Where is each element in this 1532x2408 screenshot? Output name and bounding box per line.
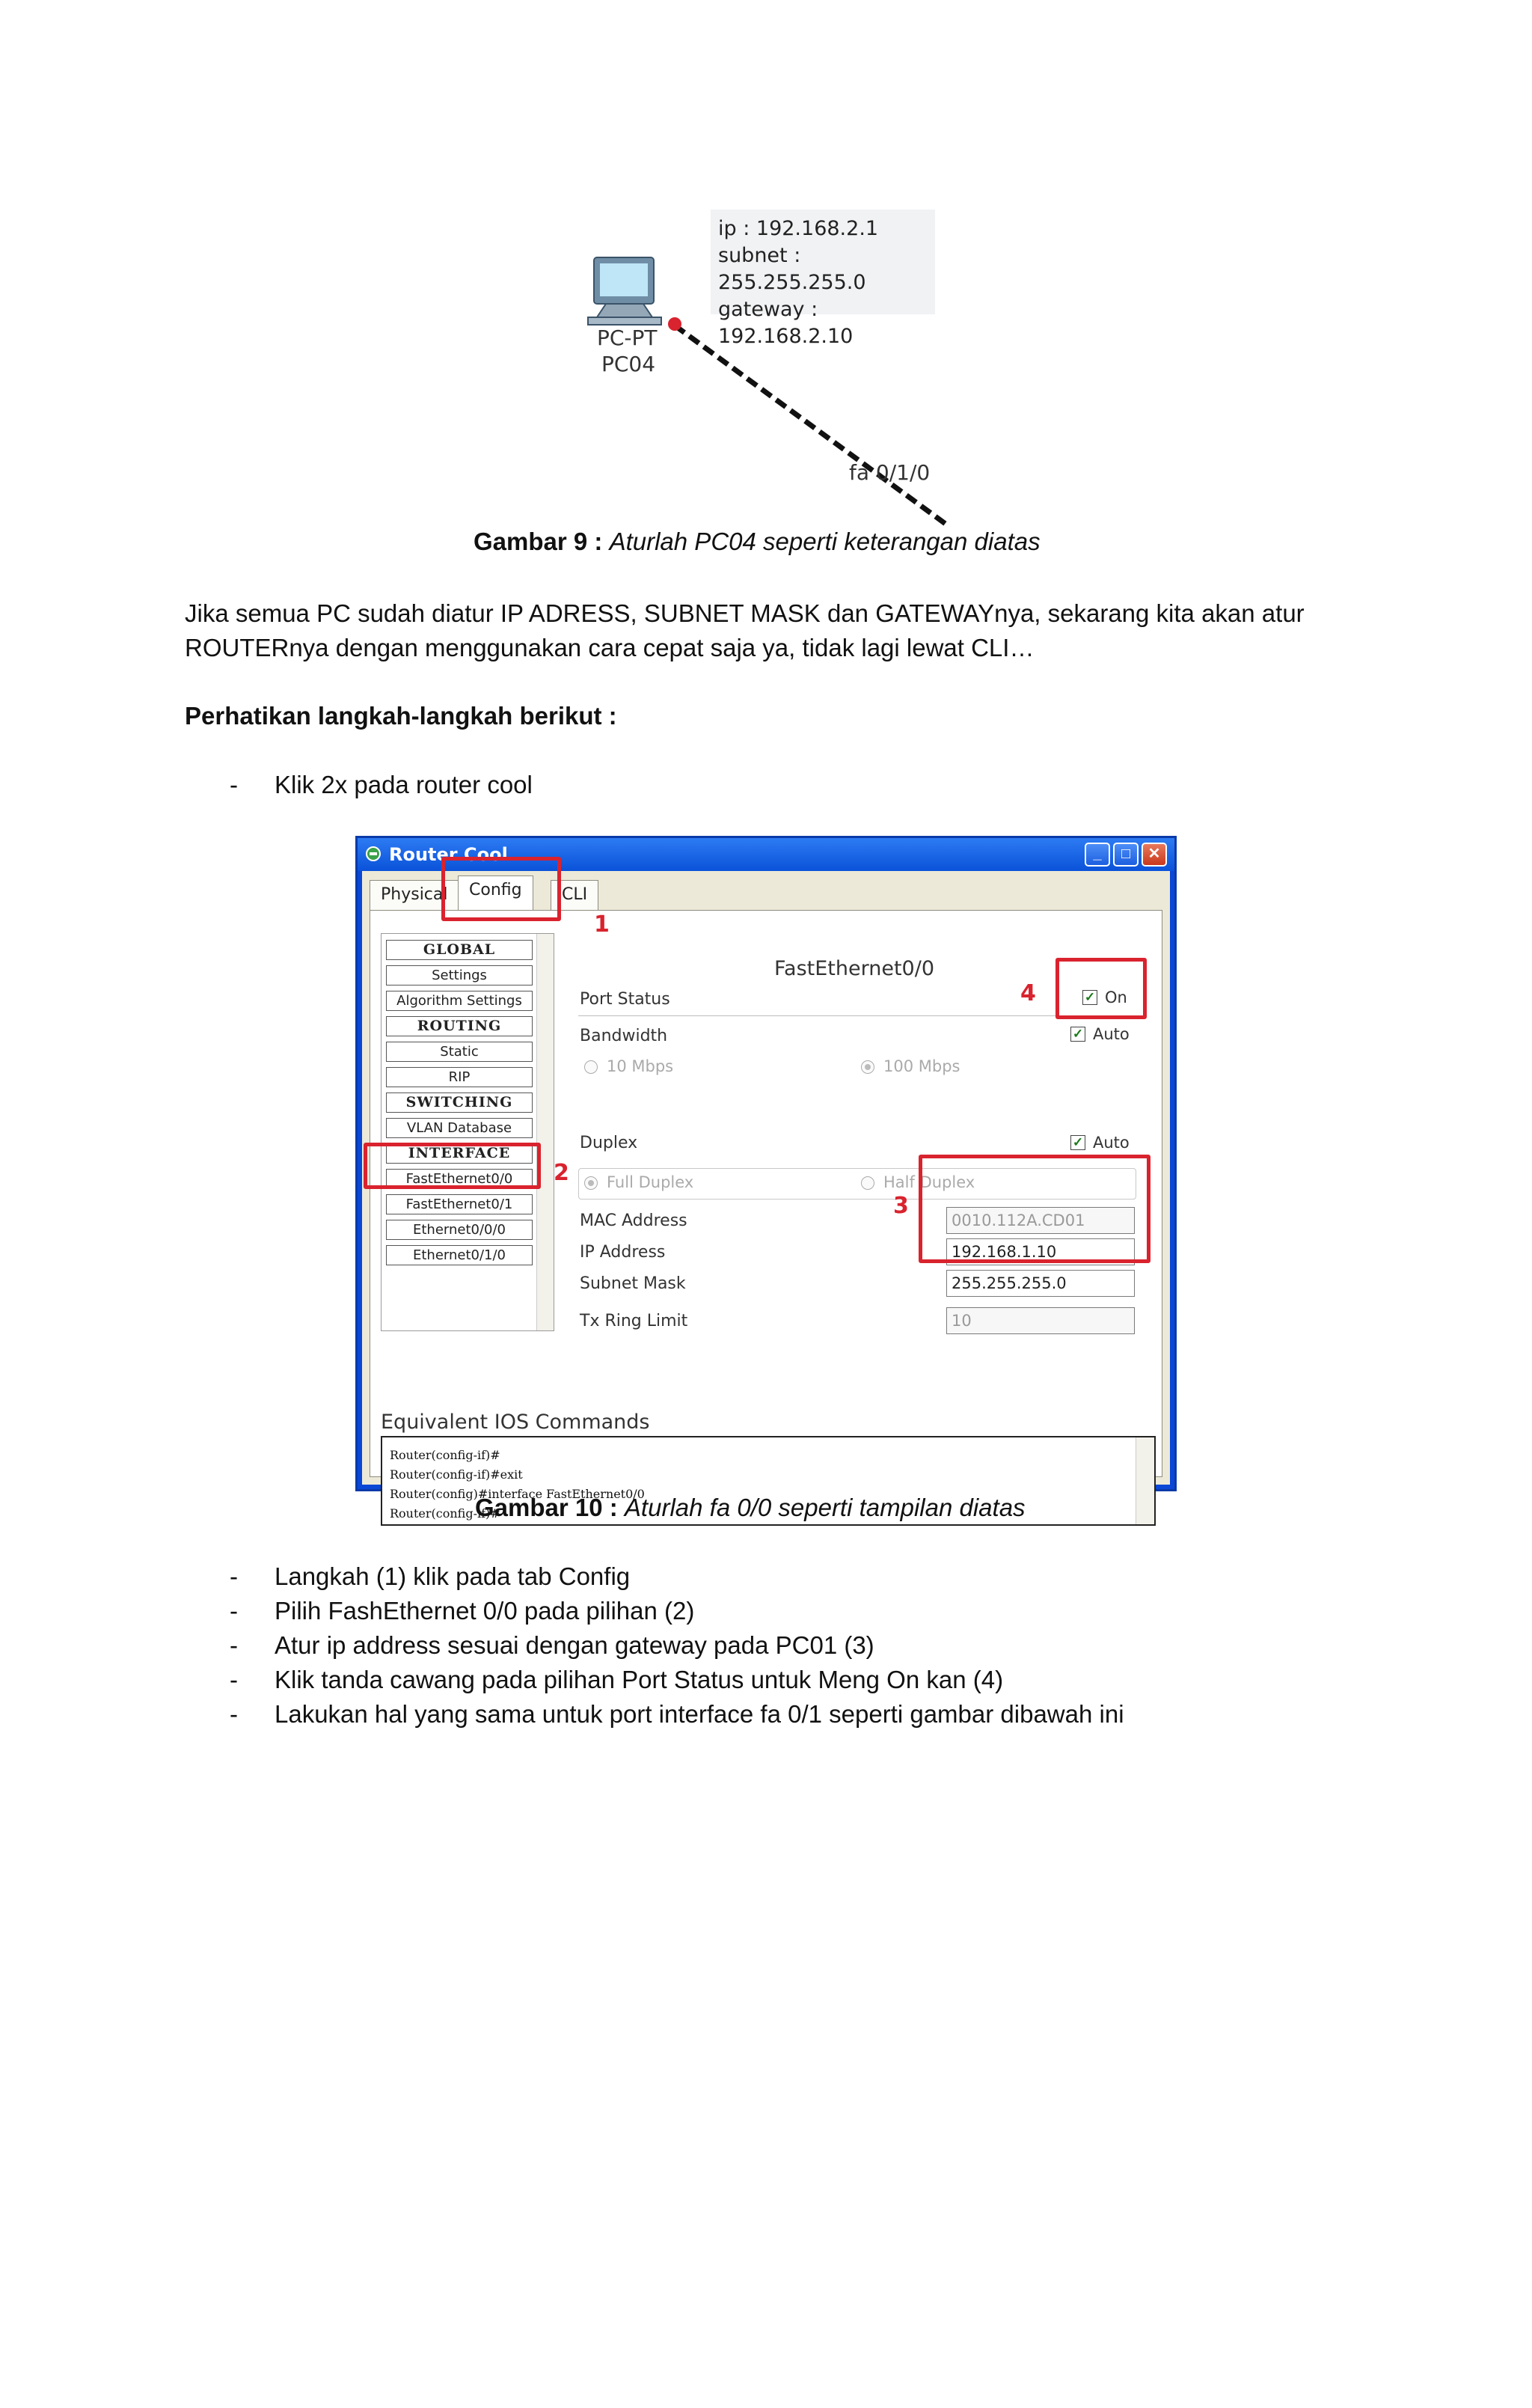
figure10-caption-italic: Aturlah fa 0/0 seperti tampilan diatas <box>624 1494 1026 1521</box>
window-title: Router Cool <box>389 844 508 865</box>
half-duplex-label: Half Duplex <box>883 1173 975 1191</box>
port-label: fa 0/1/0 <box>849 460 931 485</box>
bullet-dash: - <box>230 771 238 798</box>
step-text: Pilih FashEthernet 0/0 pada pilihan (2) <box>275 1597 695 1625</box>
info-gateway: gateway : 192.168.2.10 <box>718 298 854 348</box>
subnet-mask-label: Subnet Mask <box>580 1274 686 1293</box>
ios-line: Router(config-if)# <box>390 1448 500 1462</box>
intro-paragraph: Jika semua PC sudah diatur IP ADRESS, SUBNET MASK dan GATEWAYnya, sekarang kita akan atur ROUTERnya dengan menggunakan cara cepat saja ya, tidak lagi lewat CLI… <box>185 599 1305 661</box>
bullet-dash: - <box>230 1631 238 1659</box>
bw-10-radio[interactable] <box>584 1060 598 1074</box>
annotation-box-port-status <box>1055 958 1147 1019</box>
sidebar-item-algorithm-settings[interactable]: Algorithm Settings <box>386 991 533 1011</box>
maximize-button[interactable] <box>1113 843 1139 867</box>
ios-line: Router(config)#interface FastEthernet0/0 <box>390 1487 645 1501</box>
figure9-caption-bold: Gambar 9 : <box>474 528 603 555</box>
sidebar-item-fastethernet0-0[interactable]: FastEthernet0/0 <box>386 1169 533 1189</box>
annotation-number-2: 2 <box>554 1160 569 1186</box>
sidebar-item-fastethernet0-1[interactable]: FastEthernet0/1 <box>386 1194 533 1214</box>
subnet-mask-field[interactable]: 255.255.255.0 <box>946 1270 1135 1297</box>
sidebar-item-rip[interactable]: RIP <box>386 1067 533 1087</box>
mac-address-label: MAC Address <box>580 1211 687 1230</box>
sidebar-item-ethernet0-1-0[interactable]: Ethernet0/1/0 <box>386 1245 533 1265</box>
port-status-on-label: On <box>1105 988 1127 1006</box>
duplex-auto-label: Auto <box>1093 1134 1130 1152</box>
annotation-number-3: 3 <box>893 1193 909 1219</box>
step-text: Atur ip address sesuai dengan gateway pada PC01 (3) <box>275 1631 874 1659</box>
sidebar-item-settings[interactable]: Settings <box>386 965 533 985</box>
minimize-icon: _ <box>1093 846 1102 862</box>
maximize-icon: □ <box>1121 846 1131 862</box>
annotation-box-config-tab <box>441 857 561 921</box>
config-sidebar <box>381 933 554 1331</box>
separator <box>578 1015 1135 1016</box>
sidebar-header-interface: INTERFACE <box>386 1143 533 1164</box>
sidebar-header-switching: SWITCHING <box>386 1093 533 1113</box>
bullet-dash: - <box>230 1562 238 1590</box>
app-icon <box>365 846 382 862</box>
figure9-caption-italic: Aturlah PC04 seperti keterangan diatas <box>609 528 1041 555</box>
tab-physical[interactable]: Physical <box>370 880 459 910</box>
network-diagram <box>569 206 958 528</box>
tab-cli[interactable]: CLI <box>551 880 598 910</box>
first-step-text: Klik 2x pada router cool <box>275 771 533 798</box>
ip-address-label: IP Address <box>580 1243 666 1262</box>
annotation-number-4: 4 <box>1020 980 1036 1006</box>
port-status-label: Port Status <box>580 990 670 1009</box>
ios-line: Router(config-if)# <box>390 1506 500 1521</box>
port-status-checkbox[interactable]: ✓ <box>1082 990 1097 1005</box>
figure9-caption <box>474 528 1041 556</box>
mac-address-field[interactable]: 0010.112A.CD01 <box>946 1207 1135 1234</box>
info-ip: ip : 192.168.2.1 <box>718 217 879 240</box>
step-text: Langkah (1) klik pada tab Config <box>275 1562 631 1590</box>
bw-100-radio[interactable] <box>861 1060 874 1074</box>
sidebar-item-ethernet0-0-0[interactable]: Ethernet0/0/0 <box>386 1220 533 1240</box>
full-duplex-label: Full Duplex <box>607 1173 694 1191</box>
pc-name-label: PC04 <box>601 352 656 376</box>
interface-title: FastEthernet0/0 <box>774 957 935 980</box>
close-icon: ✕ <box>1148 846 1161 862</box>
sidebar-item-static[interactable]: Static <box>386 1042 533 1062</box>
bw-10-label: 10 Mbps <box>607 1057 674 1075</box>
duplex-label: Duplex <box>580 1134 638 1152</box>
steps-heading: Perhatikan langkah-langkah berikut : <box>185 702 617 730</box>
ios-scrollbar[interactable] <box>1136 1437 1154 1524</box>
ios-line: Router(config-if)#exit <box>390 1467 523 1482</box>
minimize-button[interactable] <box>1085 843 1110 867</box>
bullet-dash: - <box>230 1597 238 1625</box>
duplex-auto-checkbox[interactable]: ✓ <box>1070 1135 1085 1150</box>
figure10-caption <box>475 1494 1026 1522</box>
tx-ring-limit-label: Tx Ring Limit <box>580 1312 688 1330</box>
tx-ring-limit-field[interactable]: 10 <box>946 1307 1135 1334</box>
half-duplex-radio[interactable] <box>861 1176 874 1190</box>
bandwidth-auto-checkbox[interactable]: ✓ <box>1070 1027 1085 1042</box>
sidebar-scrollbar[interactable] <box>536 934 554 1330</box>
bw-100-label: 100 Mbps <box>883 1057 960 1075</box>
figure10-caption-bold: Gambar 10 : <box>475 1494 618 1521</box>
bullet-dash: - <box>230 1666 238 1693</box>
sidebar-header-routing: ROUTING <box>386 1016 533 1036</box>
step-text: Lakukan hal yang sama untuk port interface fa 0/1 seperti gambar dibawah ini <box>275 1700 1124 1728</box>
bandwidth-auto-label: Auto <box>1093 1025 1130 1043</box>
annotation-box-interface <box>364 1143 541 1189</box>
annotation-number-1: 1 <box>594 911 610 938</box>
tab-config[interactable]: Config <box>458 876 533 911</box>
bandwidth-label: Bandwidth <box>580 1027 668 1045</box>
sidebar-item-vlan-database[interactable]: VLAN Database <box>386 1118 533 1138</box>
info-subnet: subnet : 255.255.255.0 <box>718 244 866 294</box>
annotation-box-ip-fields <box>919 1155 1150 1263</box>
bullet-dash: - <box>230 1700 238 1728</box>
sidebar-header-global: GLOBAL <box>386 940 533 960</box>
full-duplex-radio[interactable] <box>584 1176 598 1190</box>
pc-type-label: PC-PT <box>597 326 658 350</box>
close-button[interactable] <box>1142 843 1167 867</box>
ip-address-field[interactable]: 192.168.1.10 <box>946 1238 1135 1265</box>
step-text: Klik tanda cawang pada pilihan Port Status untuk Meng On kan (4) <box>275 1666 1004 1693</box>
ios-commands-label: Equivalent IOS Commands <box>381 1411 650 1434</box>
